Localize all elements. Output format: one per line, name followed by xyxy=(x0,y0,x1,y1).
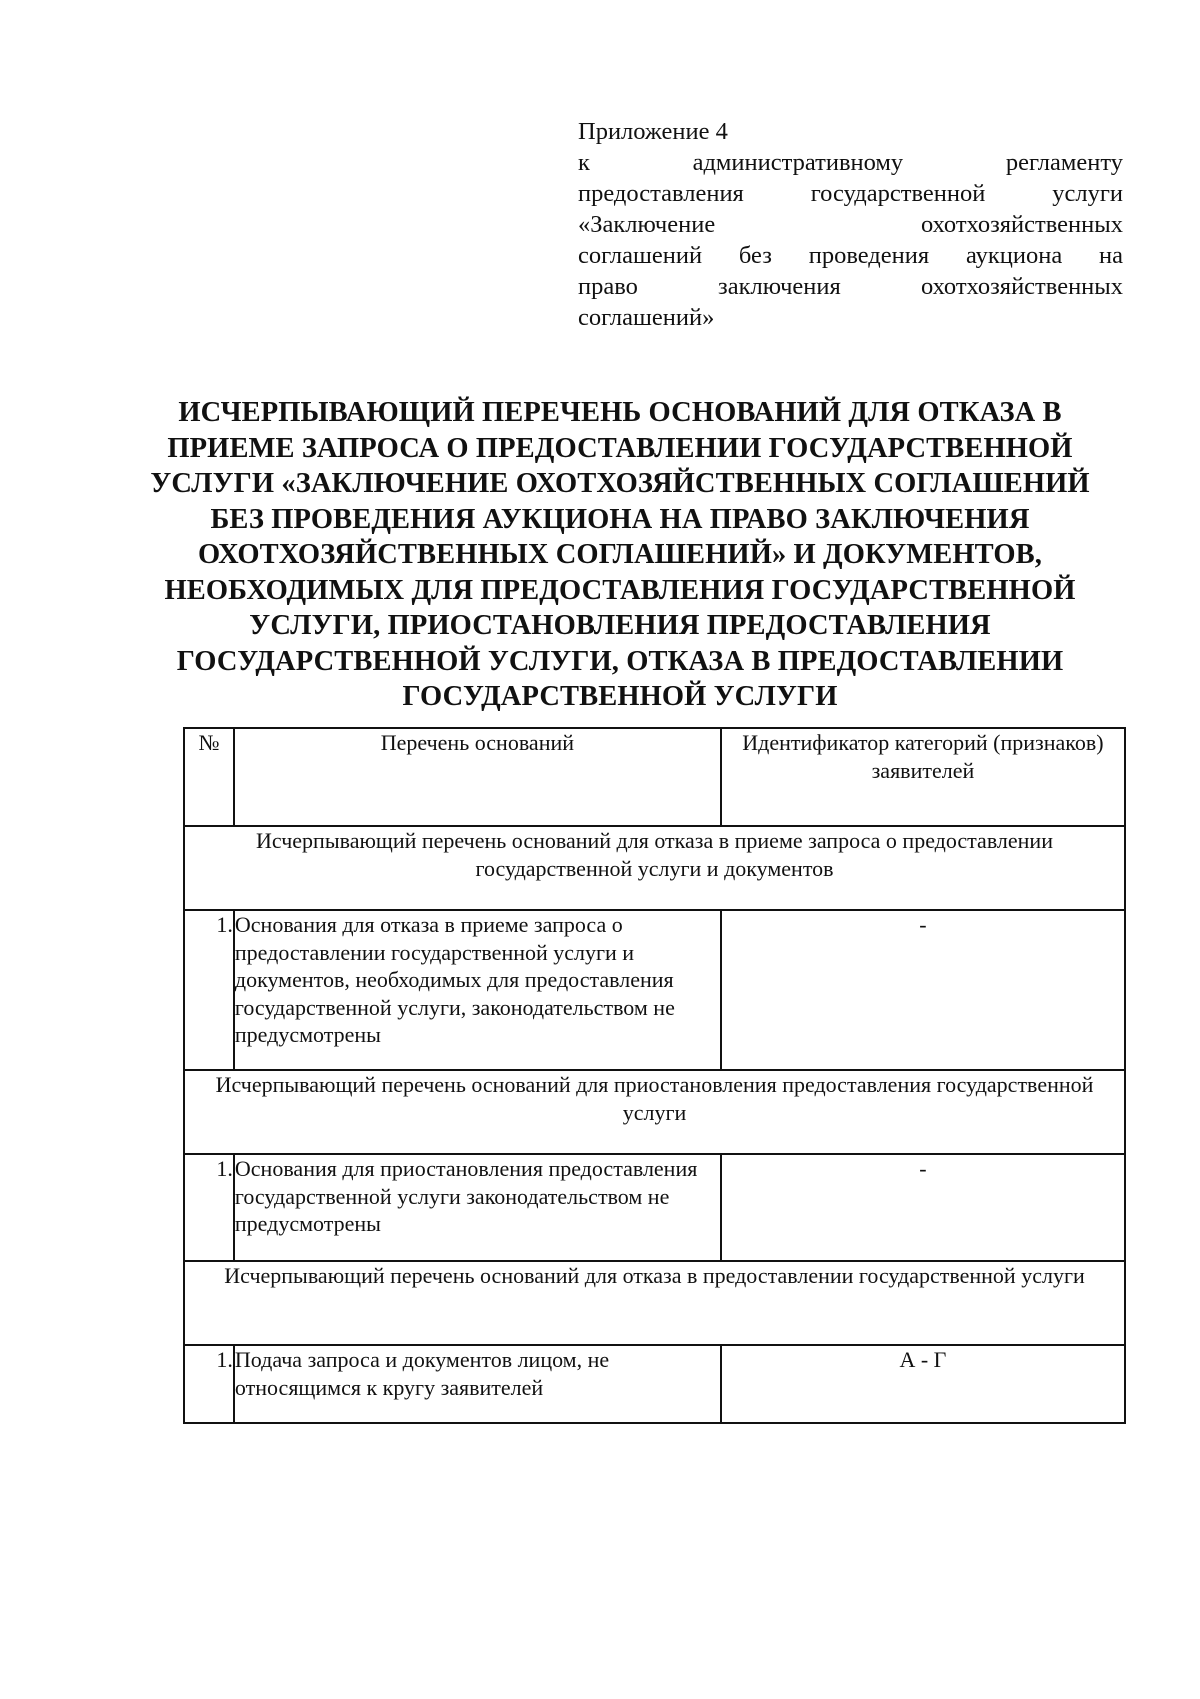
table-header-row xyxy=(184,728,1125,826)
table-row xyxy=(184,910,1125,1070)
title-line: ОХОТХОЗЯЙСТВЕННЫХ СОГЛАШЕНИЙ» И ДОКУМЕНТОВ, xyxy=(198,539,1042,570)
section-title: Исчерпывающий перечень оснований для приостановления предоставления государственной услуги xyxy=(184,1070,1125,1154)
row-number: 1. xyxy=(184,1345,234,1423)
title-line: ГОСУДАРСТВЕННОЙ УСЛУГИ xyxy=(402,681,838,712)
row-reason: Основания для отказа в приеме запроса о предоставлении государственной услуги и документов, необходимых для предоставления государственной услуги, законодательством не предусмотрены xyxy=(234,910,721,1070)
title-line: НЕОБХОДИМЫХ ДЛЯ ПРЕДОСТАВЛЕНИЯ ГОСУДАРСТВЕННОЙ xyxy=(164,574,1076,606)
header-reasons: Перечень оснований xyxy=(234,728,721,826)
header-number: № xyxy=(184,728,234,826)
section-row xyxy=(184,826,1125,910)
appendix-line: к административному регламенту xyxy=(578,149,1123,176)
title-line: ПРИЕМЕ ЗАПРОСА О ПРЕДОСТАВЛЕНИИ ГОСУДАРСТВЕННОЙ xyxy=(167,432,1073,464)
section-title: Исчерпывающий перечень оснований для отказа в предоставлении государственной услуги xyxy=(184,1261,1125,1345)
appendix-line: «Заключение охотхозяйственных xyxy=(578,211,1123,238)
row-reason: Подача запроса и документов лицом, не относящимся к кругу заявителей xyxy=(234,1345,721,1423)
title-line: УСЛУГИ «ЗАКЛЮЧЕНИЕ ОХОТХОЗЯЙСТВЕННЫХ СОГЛАШЕНИЙ xyxy=(150,468,1090,499)
row-identifier: А - Г xyxy=(721,1345,1125,1423)
appendix-line: право заключения охотхозяйственных xyxy=(578,273,1123,300)
appendix-reference xyxy=(578,147,1123,333)
row-identifier: - xyxy=(721,1154,1125,1261)
title-line: УСЛУГИ, ПРИОСТАНОВЛЕНИЯ ПРЕДОСТАВЛЕНИЯ xyxy=(249,610,991,641)
appendix-line: соглашений без проведения аукциона на xyxy=(578,242,1123,269)
appendix-line: соглашений» xyxy=(578,304,715,331)
row-identifier: - xyxy=(721,910,1125,1070)
row-number: 1. xyxy=(184,1154,234,1261)
appendix-line: предоставления государственной услуги xyxy=(578,180,1123,207)
title-line: ГОСУДАРСТВЕННОЙ УСЛУГИ, ОТКАЗА В ПРЕДОСТАВЛЕНИИ xyxy=(176,645,1064,677)
appendix-title: Приложение 4 xyxy=(578,118,728,145)
title-line: БЕЗ ПРОВЕДЕНИЯ АУКЦИОНА НА ПРАВО ЗАКЛЮЧЕНИЯ xyxy=(210,503,1030,535)
table-row xyxy=(184,1345,1125,1423)
document-title xyxy=(150,395,1090,715)
header-identifier: Идентификатор категорий (признаков) заявителей xyxy=(721,728,1125,826)
table-row xyxy=(184,1154,1125,1261)
row-number: 1. xyxy=(184,910,234,1070)
row-reason: Основания для приостановления предоставления государственной услуги законодательством не предусмотрены xyxy=(234,1154,721,1261)
title-line: ИСЧЕРПЫВАЮЩИЙ ПЕРЕЧЕНЬ ОСНОВАНИЙ ДЛЯ ОТКАЗА В xyxy=(178,397,1062,428)
reasons-table xyxy=(183,727,1126,1424)
section-row xyxy=(184,1070,1125,1154)
section-row xyxy=(184,1261,1125,1345)
appendix-block xyxy=(578,116,1123,333)
section-title: Исчерпывающий перечень оснований для отказа в приеме запроса о предоставлении государственной услуги и документов xyxy=(184,826,1125,910)
